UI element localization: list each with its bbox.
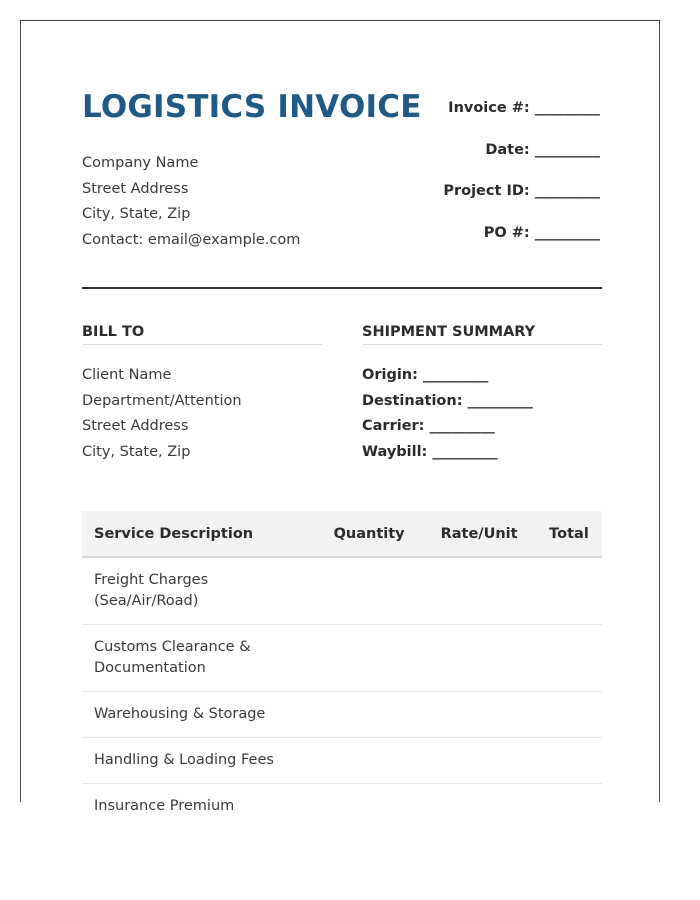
service-description: Customs Clearance & Documentation [82,625,316,692]
service-quantity [316,692,422,738]
table-row [82,784,602,830]
client-city: City, State, Zip [82,444,191,461]
invoice-sheet [20,20,660,814]
table-row [82,557,602,625]
company-info [82,151,300,254]
service-rate [422,557,536,625]
service-quantity [316,738,422,784]
shipment-waybill: Waybill: _________ [362,444,498,461]
service-total [536,738,602,784]
service-total [536,784,602,830]
company-name: Company Name [82,155,199,171]
shipment-destination: Destination: _________ [362,392,533,409]
bill-to-heading: BILL TO [82,324,322,345]
service-rate [422,738,536,784]
project-id-field: Project ID: _________ [443,183,600,199]
invoice-number-field: Invoice #: _________ [448,100,600,116]
service-description: Insurance Premium [94,798,235,814]
service-total [536,625,602,692]
bill-to-info [82,363,242,466]
client-department: Department/Attention [82,392,242,409]
service-rate [422,692,536,738]
service-rate [422,625,536,692]
column-header-rate: Rate/Unit [422,511,536,557]
company-contact: Contact: email@example.com [82,232,301,249]
service-description: Freight Charges (Sea/Air/Road) [82,557,316,625]
service-quantity [316,557,422,625]
shipment-origin: Origin: _________ [362,367,489,383]
company-city: City, State, Zip [82,206,191,223]
table-row [82,738,602,784]
service-description: Handling & Loading Fees [82,738,316,784]
service-quantity [316,625,422,692]
service-total [536,557,602,625]
service-total [536,692,602,738]
invoice-title: LOGISTICS INVOICE [82,89,422,125]
header-divider [82,287,602,289]
shipment-info [362,363,533,466]
client-name: Client Name [82,367,172,383]
column-header-quantity: Quantity [316,511,422,557]
invoice-meta [443,100,600,266]
table-header-row [82,511,602,557]
service-description: Warehousing & Storage [82,692,316,738]
service-rate [422,784,536,830]
po-number-field: PO #: _________ [483,224,600,241]
invoice-date-field: Date: _________ [485,141,600,158]
column-header-total: Total [536,511,602,557]
shipment-carrier: Carrier: _________ [362,418,495,435]
services-table [82,511,602,829]
service-quantity [316,784,422,830]
client-street: Street Address [82,418,189,435]
shipment-summary-heading: SHIPMENT SUMMARY [362,324,602,345]
company-street: Street Address [82,180,189,197]
table-row [82,692,602,738]
table-row [82,625,602,692]
column-header-description: Service Description [82,511,316,557]
